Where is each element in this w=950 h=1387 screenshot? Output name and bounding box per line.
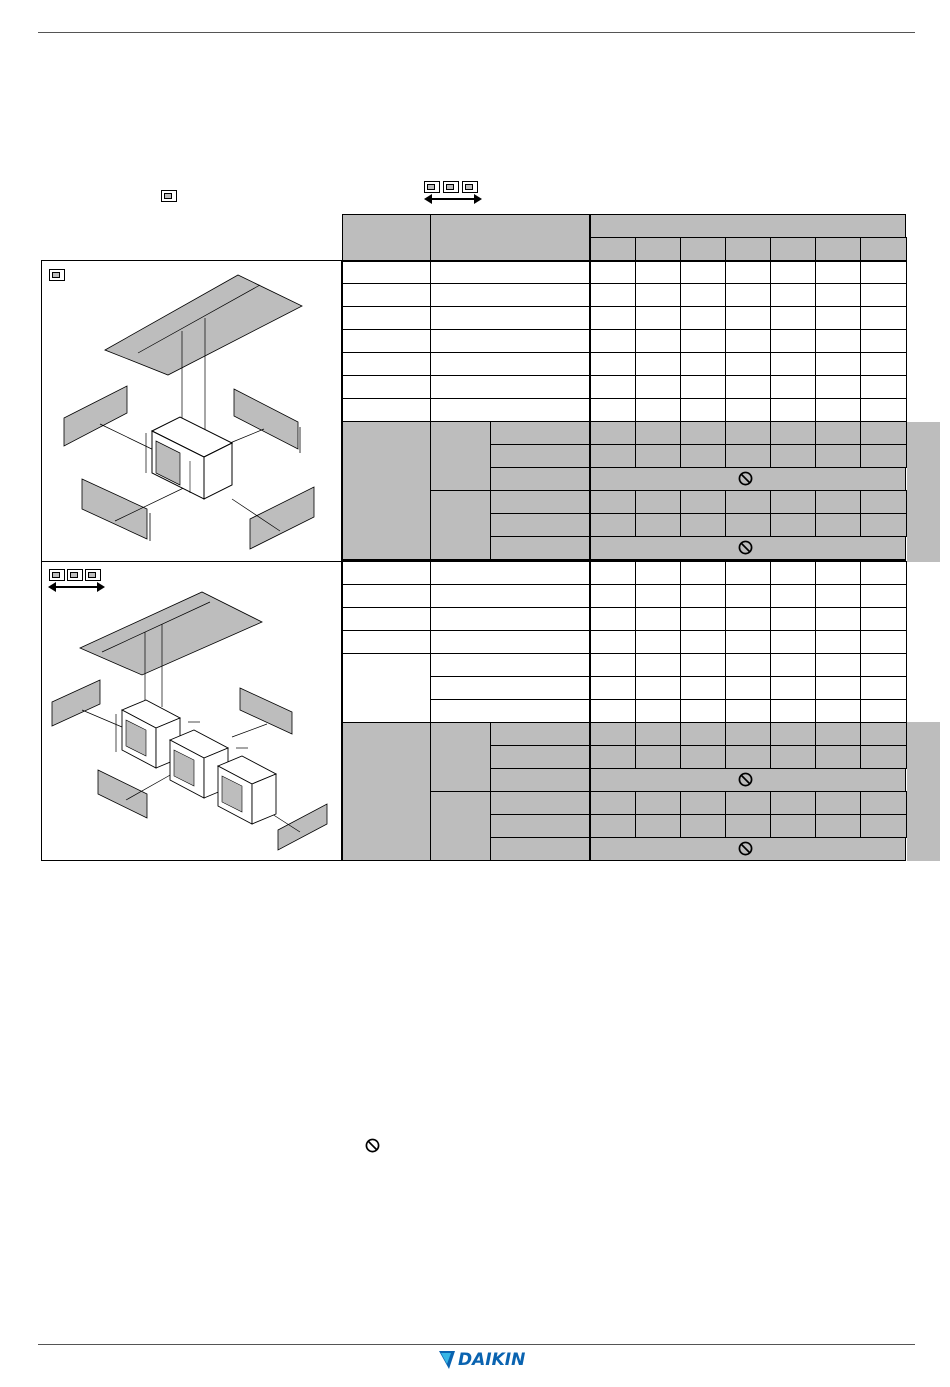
table-value-cell [590,745,636,769]
table-row-label [342,352,431,376]
table-value-cell [680,791,726,815]
table-row-sublabel [430,676,591,700]
table-value-cell [590,699,636,723]
table-value-cell [815,283,861,307]
brand-name: DAIKIN [458,1350,526,1370]
table-row-sublabel [490,837,591,861]
prohibited-icon [738,841,753,856]
table-value-cell [635,513,681,537]
table-row-label-merged [342,653,431,723]
table-divider [342,260,906,262]
table-value-cell [635,676,681,700]
table-subgroup-label [430,722,491,792]
table-row-sublabel [430,375,591,399]
table-row-sublabel [430,329,591,353]
table-value-cell [815,260,861,284]
table-value-cell [635,352,681,376]
table-value-cell [680,653,726,677]
table-value-cell [725,306,771,330]
table-value-cell [815,375,861,399]
table-value-cell [770,398,816,422]
table-header-col-cell [860,237,907,261]
table-value-cell [860,745,907,769]
table-value-cell [725,421,771,445]
table-value-cell [815,676,861,700]
table-row-label [342,306,431,330]
table-value-cell [770,653,816,677]
table-value-cell [725,607,771,631]
table-value-cell [725,699,771,723]
table-header-group-cell [590,214,906,238]
table-row-sublabel [490,745,591,769]
table-value-cell [590,676,636,700]
table-row-sublabel [490,814,591,838]
table-value-cell [725,561,771,585]
table-value-cell [725,283,771,307]
table-row-label [342,329,431,353]
table-value-cell [635,329,681,353]
table-header-col-cell [770,237,816,261]
table-value-cell [860,352,907,376]
table-header-cell [342,214,431,261]
table-value-cell [815,653,861,677]
table-value-cell [815,352,861,376]
table-value-cell [680,421,726,445]
table-value-cell [770,791,816,815]
table-value-cell [770,421,816,445]
table-value-cell [815,814,861,838]
table-row-sublabel [490,513,591,537]
table-value-cell [635,791,681,815]
table-value-cell [590,283,636,307]
table-value-cell [860,329,907,353]
table-value-cell [590,260,636,284]
table-value-cell [680,561,726,585]
table-value-cell [590,814,636,838]
table-value-cell [590,421,636,445]
table-value-cell [635,561,681,585]
table-value-cell [590,306,636,330]
section-tab-2 [907,722,940,861]
prohibited-icon [365,1138,380,1153]
table-row-sublabel [490,467,591,491]
table-value-cell [680,699,726,723]
table-value-cell [815,607,861,631]
table-group-label [342,722,431,861]
table-value-cell [770,329,816,353]
table-value-cell [590,607,636,631]
table-row-sublabel [430,584,591,608]
table-value-cell [725,329,771,353]
table-row-sublabel [490,421,591,445]
table-value-cell [680,283,726,307]
table-value-cell [680,814,726,838]
table-value-cell [590,375,636,399]
table-value-cell [815,513,861,537]
table-value-cell [770,444,816,468]
multi-unit-clearance-diagram [41,561,342,861]
table-subgroup-label [430,791,491,861]
table-header-col-cell [815,237,861,261]
single-unit-icon [161,190,177,202]
table-value-cell [770,607,816,631]
table-row-sublabel [430,561,591,585]
table-value-cell [725,630,771,654]
table-value-cell [725,653,771,677]
table-value-cell [815,699,861,723]
table-header-col-cell [725,237,771,261]
table-row-sublabel [490,536,591,560]
table-row-sublabel [490,791,591,815]
table-header-col-cell [680,237,726,261]
table-row-label [342,584,431,608]
table-value-cell [770,814,816,838]
table-value-cell [860,722,907,746]
footer-rule [38,1344,915,1345]
table-value-cell [680,630,726,654]
table-row-sublabel [430,283,591,307]
prohibited-icon [738,540,753,555]
table-row-sublabel [430,306,591,330]
table-value-cell [635,260,681,284]
table-value-cell [635,607,681,631]
table-value-cell [635,699,681,723]
table-value-cell [860,607,907,631]
table-row-sublabel [430,352,591,376]
table-value-cell [815,490,861,514]
table-row-label [342,607,431,631]
table-value-cell [725,375,771,399]
table-value-cell [635,814,681,838]
table-value-cell [860,421,907,445]
table-value-cell [680,745,726,769]
table-value-cell [590,561,636,585]
table-value-cell [590,490,636,514]
table-value-cell [590,444,636,468]
table-value-cell [590,513,636,537]
table-value-cell [635,306,681,330]
table-row-label [342,283,431,307]
table-value-cell [860,814,907,838]
table-value-cell [725,722,771,746]
table-value-cell [860,260,907,284]
table-value-cell [860,653,907,677]
table-value-cell [770,745,816,769]
table-value-cell [770,352,816,376]
header-rule [38,32,915,33]
table-value-cell [635,283,681,307]
table-value-cell [815,421,861,445]
table-value-cell [590,584,636,608]
table-row-label [342,561,431,585]
table-value-cell [815,584,861,608]
table-value-cell [725,398,771,422]
table-value-cell [680,676,726,700]
table-value-cell [770,513,816,537]
table-value-cell [860,490,907,514]
table-subgroup-label [430,490,491,560]
table-value-cell [860,375,907,399]
table-value-cell [815,722,861,746]
table-value-cell [635,722,681,746]
table-value-cell [860,561,907,585]
table-value-cell [680,584,726,608]
table-value-cell [590,398,636,422]
table-row-sublabel [490,722,591,746]
table-header-col-cell [590,237,636,261]
table-value-cell [635,398,681,422]
table-value-cell [770,699,816,723]
table-value-cell [725,513,771,537]
table-row-sublabel [430,699,591,723]
table-value-cell [680,352,726,376]
table-value-cell [770,375,816,399]
prohibited-icon [738,772,753,787]
table-value-cell [860,398,907,422]
table-value-cell [770,630,816,654]
table-value-cell [860,306,907,330]
table-value-cell [680,722,726,746]
table-value-cell [590,722,636,746]
table-value-cell [815,329,861,353]
table-value-cell [725,814,771,838]
table-row-label [342,260,431,284]
table-value-cell [635,653,681,677]
table-value-cell [860,584,907,608]
table-header-col-cell [635,237,681,261]
table-row-sublabel [490,444,591,468]
table-value-cell [770,283,816,307]
table-value-cell [770,584,816,608]
table-value-cell [725,260,771,284]
table-value-cell [815,306,861,330]
table-group-label [342,421,431,560]
table-header-cell [430,214,591,261]
table-row-sublabel [490,490,591,514]
table-value-cell [725,676,771,700]
table-value-cell [725,352,771,376]
table-row-label [342,375,431,399]
table-divider [589,214,591,861]
table-value-cell [680,306,726,330]
table-row-sublabel [430,260,591,284]
table-value-cell [590,352,636,376]
table-value-cell [815,745,861,769]
prohibited-icon [738,471,753,486]
table-value-cell [815,561,861,585]
table-value-cell [815,444,861,468]
section-tab-1 [907,422,940,562]
table-value-cell [680,490,726,514]
table-value-cell [725,490,771,514]
single-unit-clearance-diagram [41,260,342,562]
table-row-sublabel [430,398,591,422]
table-value-cell [635,444,681,468]
table-row-sublabel [430,607,591,631]
table-value-cell [725,584,771,608]
table-value-cell [860,676,907,700]
table-value-cell [770,561,816,585]
table-value-cell [680,329,726,353]
table-value-cell [860,513,907,537]
table-value-cell [680,444,726,468]
table-value-cell [590,791,636,815]
table-value-cell [860,791,907,815]
table-value-cell [680,607,726,631]
table-row-sublabel [430,630,591,654]
table-value-cell [815,398,861,422]
table-row-label [342,398,431,422]
table-value-cell [725,444,771,468]
table-value-cell [680,398,726,422]
clearance-table [342,214,906,861]
table-value-cell [815,791,861,815]
table-value-cell [635,421,681,445]
table-row-sublabel [430,653,591,677]
table-subgroup-label [430,421,491,491]
table-value-cell [635,584,681,608]
table-value-cell [680,260,726,284]
table-value-cell [725,791,771,815]
table-value-cell [635,375,681,399]
table-value-cell [590,653,636,677]
table-value-cell [770,490,816,514]
table-value-cell [680,513,726,537]
table-value-cell [815,630,861,654]
table-value-cell [860,630,907,654]
table-value-cell [770,260,816,284]
table-value-cell [680,375,726,399]
table-value-cell [860,444,907,468]
table-value-cell [770,306,816,330]
table-value-cell [635,490,681,514]
table-value-cell [590,630,636,654]
table-value-cell [860,283,907,307]
table-row-label [342,630,431,654]
table-value-cell [725,745,771,769]
table-row-sublabel [490,768,591,792]
table-value-cell [635,630,681,654]
table-value-cell [590,329,636,353]
table-value-cell [860,699,907,723]
table-value-cell [770,676,816,700]
table-divider [342,560,906,562]
table-value-cell [635,745,681,769]
table-value-cell [770,722,816,746]
